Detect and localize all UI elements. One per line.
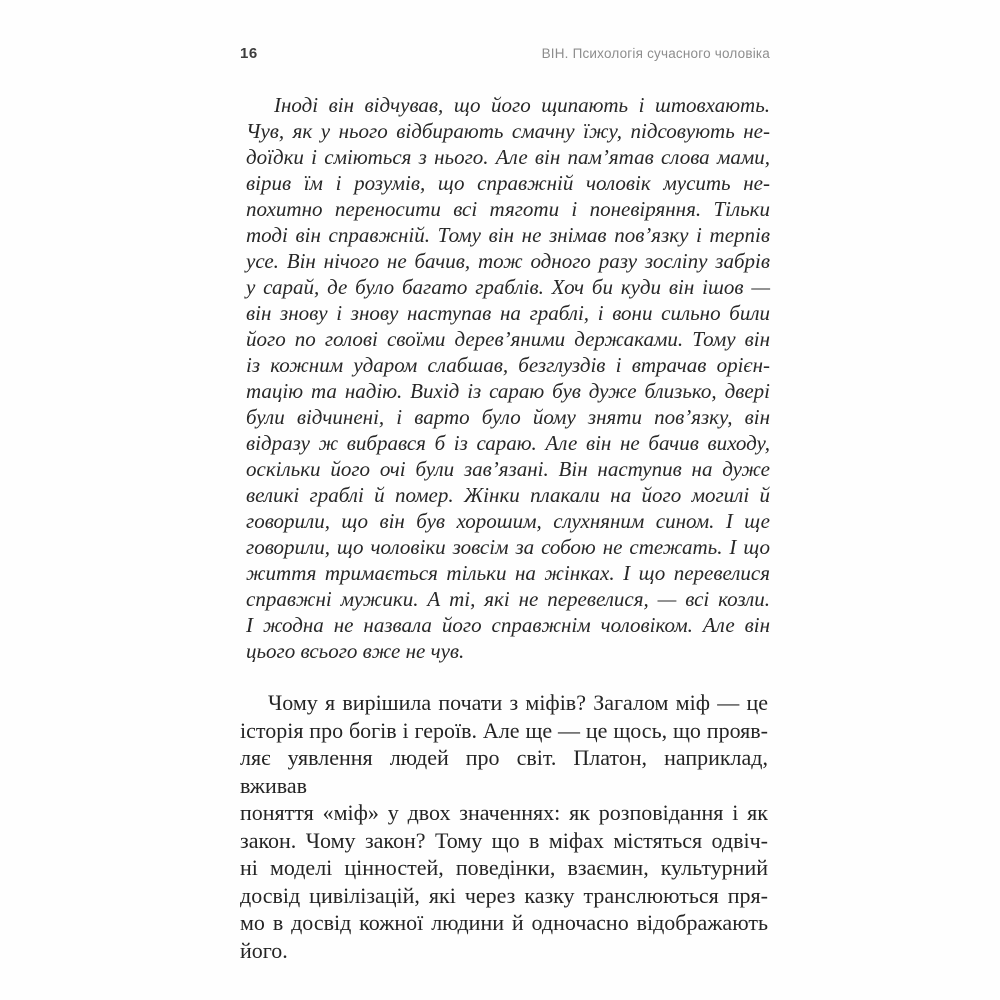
text-line: життя тримається тільки на жінках. І що перевелися [246, 561, 770, 585]
text-line: він знову і знову наступав на граблі, і вони сильно били [246, 301, 770, 325]
text-line: історія про богів і героїв. Але ще — це щось, що прояв- [240, 717, 768, 743]
text-line: усе. Він нічого не бачив, тож одного разу зосліпу забрів [246, 249, 770, 273]
text-line: похитно переносити всі тяготи і поневіряння. Тільки [246, 197, 770, 221]
quote-block [246, 92, 770, 664]
page-header [240, 45, 770, 62]
text-line: тацію та надію. Вихід із сараю був дуже близько, двері [246, 379, 770, 403]
text-line: його по голові своїми дерев’яними держаками. Тому він [246, 327, 770, 351]
text-line: його. [240, 937, 288, 963]
text-line: тоді він справжній. Тому він не знімав пов’язку і терпів [246, 223, 770, 247]
text-line: ні моделі цінностей, поведінки, взаємин, культурний [240, 855, 768, 880]
text-line: доїдки і сміються з нього. Але він пам’ятав слова мами, [246, 145, 770, 169]
text-line: Чому я вирішила почати з міфів? Загалом міф — це [268, 690, 768, 715]
text-line: ляє уявлення людей про світ. Платон, наприклад, вживав [240, 745, 768, 798]
text-line: Чув, як у нього відбирають смачну їжу, підсовують не- [246, 119, 770, 143]
running-title: ВІН. Психологія сучасного чоловіка [541, 46, 770, 61]
body-paragraph [240, 689, 768, 964]
text-line: цього всього вже не чув. [246, 639, 465, 663]
text-line: оскільки його очі були зав’язані. Він наступив на дуже [246, 457, 770, 481]
text-line: із кожним ударом слабшав, безглуздів і втрачав орієн- [246, 353, 770, 377]
text-line: мо в досвід кожної людини й одночасно відображають [240, 910, 768, 935]
text-line: вірив їм і розумів, що справжній чоловік мусить не- [246, 171, 770, 195]
page-number: 16 [240, 45, 258, 62]
text-line: говорили, що чоловіки зовсім за собою не стежать. І що [246, 535, 770, 559]
text-line: Іноді він відчував, що його щипають і штовхають. [274, 93, 770, 117]
text-line: відразу ж вибрався б із сараю. Але він не бачив виходу, [246, 431, 770, 455]
text-line: досвід цивілізацій, які через казку транслюються пря- [240, 882, 768, 908]
text-line: справжні мужики. А ті, які не перевелися, — всі козли. [246, 587, 770, 611]
text-line: І жодна не назвала його справжнім чоловіком. Але він [246, 613, 770, 637]
text-line: у сарай, де було багато граблів. Хоч би куди він ішов — [246, 275, 770, 299]
text-line: великі граблі й помер. Жінки плакали на його могилі й [246, 483, 770, 507]
text-line: були відчинені, і варто було йому зняти пов’язку, він [246, 405, 770, 429]
text-line: говорили, що він був хорошим, слухняним сином. І ще [246, 509, 770, 533]
text-line: поняття «міф» у двох значеннях: як розповідання і як [240, 800, 768, 825]
text-line: закон. Чому закон? Тому що в міфах містяться одвіч- [240, 827, 768, 853]
